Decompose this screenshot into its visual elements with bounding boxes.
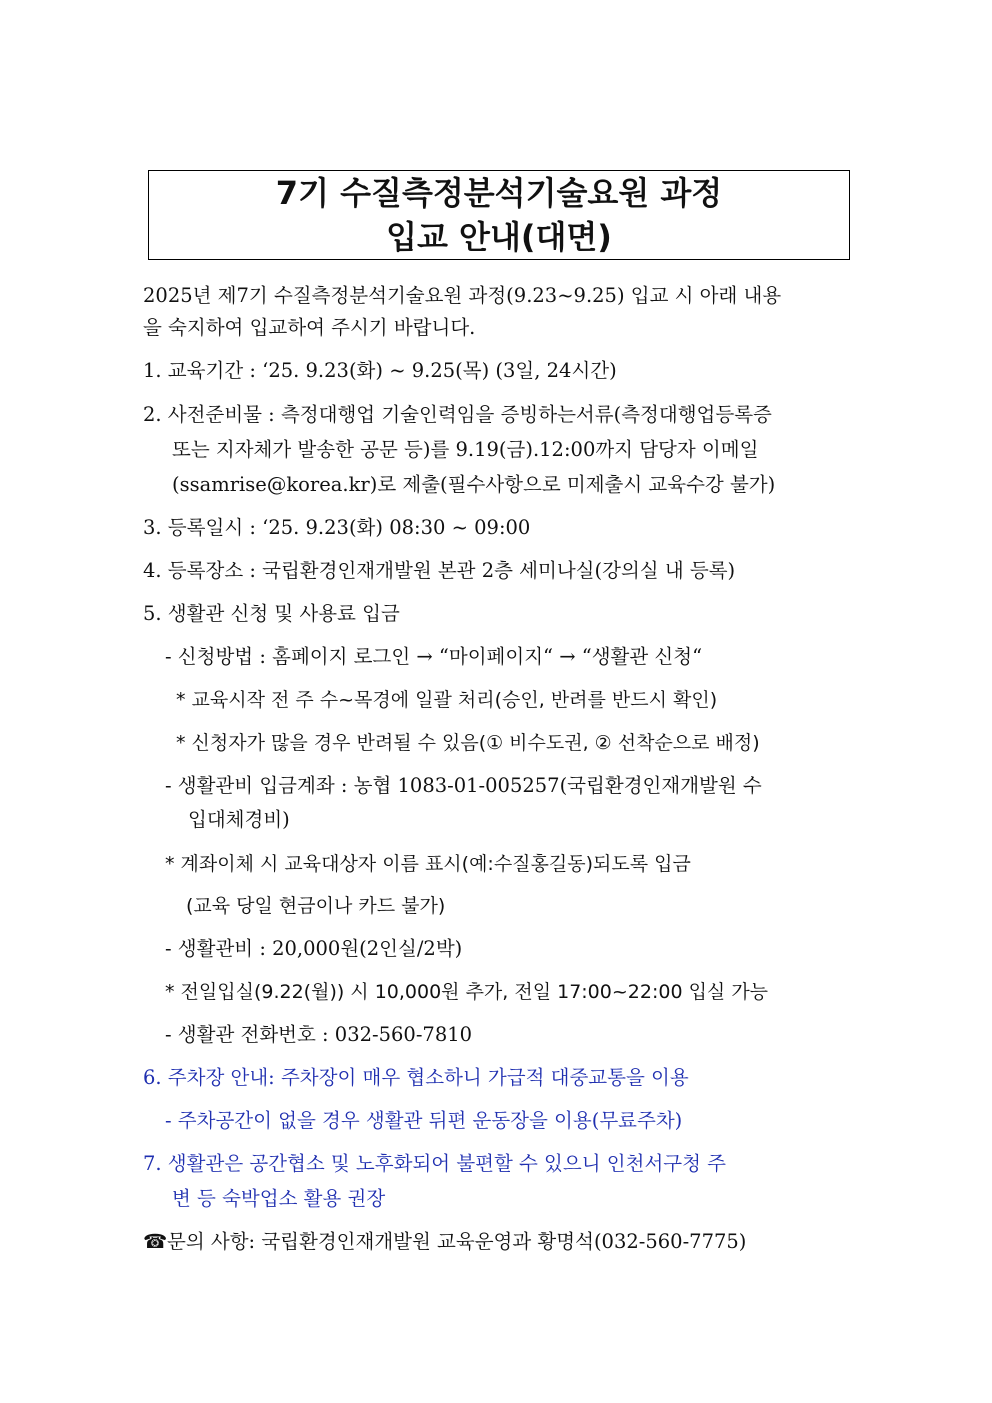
dorm-account-line2: 입대체경비) xyxy=(188,808,290,831)
item-prep-line1: 2. 사전준비물 : 측정대행업 기술인력임을 증빙하는서류(측정대행업등록증 xyxy=(143,403,772,426)
dorm-transfer-line2: (교육 당일 현금이나 카드 불가) xyxy=(186,895,446,917)
dorm-fee: - 생활관비 : 20,000원(2인실/2박) xyxy=(165,937,463,960)
phone-icon: ☎ xyxy=(143,1230,168,1253)
intro-line2: 을 숙지하여 입교하여 주시기 바랍니다. xyxy=(143,316,476,339)
item-lodging-line2: 변 등 숙박업소 활용 권장 xyxy=(172,1187,386,1210)
item-period: 1. 교육기간 : ‘25. 9.23(화) ~ 9.25(목) (3일, 24시간) xyxy=(143,359,617,382)
page-title-line1: 7기 수질측정분석기술요원 과정 xyxy=(275,174,723,212)
item-prep-line3: (ssamrise@korea.kr)로 제출(필수사항으로 미제출시 교육수강 불가) xyxy=(172,473,776,496)
parking-sub: - 주차공간이 없을 경우 생활관 뒤편 운동장을 이용(무료주차) xyxy=(165,1109,683,1132)
dorm-transfer-line1: * 계좌이체 시 교육대상자 이름 표시(예:수질홍길동)되도록 입금 xyxy=(165,853,691,875)
dorm-phone: - 생활관 전화번호 : 032-560-7810 xyxy=(165,1023,473,1046)
intro-line1: 2025년 제7기 수질측정분석기술요원 과정(9.23~9.25) 입교 시 아래 내용 xyxy=(143,284,782,307)
item-reg-place: 4. 등록장소 : 국립환경인재개발원 본관 2층 세미나실(강의실 내 등록) xyxy=(143,559,736,582)
dorm-note1: * 교육시작 전 주 수~목경에 일괄 처리(승인, 반려를 반드시 확인) xyxy=(176,689,718,711)
item-dorm: 5. 생활관 신청 및 사용료 입금 xyxy=(143,602,400,625)
title-box xyxy=(148,170,850,260)
item-parking: 6. 주차장 안내: 주차장이 매우 협소하니 가급적 대중교통을 이용 xyxy=(143,1066,689,1089)
item-lodging-line1: 7. 생활관은 공간협소 및 노후화되어 불편할 수 있으니 인천서구청 주 xyxy=(143,1152,726,1175)
item-prep-line2: 또는 지자체가 발송한 공문 등)를 9.19(금).12:00까지 담당자 이메일 xyxy=(172,438,759,461)
page-title-line2: 입교 안내(대면) xyxy=(386,218,612,256)
dorm-account-line1: - 생활관비 입금계좌 : 농협 1083-01-005257(국립환경인재개발원 수 xyxy=(165,774,762,797)
contact-line xyxy=(143,1229,746,1255)
dorm-note2: * 신청자가 많을 경우 반려될 수 있음(① 비수도권, ② 선착순으로 배정) xyxy=(176,732,760,754)
dorm-early-checkin: * 전일입실(9.22(월)) 시 10,000원 추가, 전일 17:00~22:00 입실 가능 xyxy=(165,981,769,1003)
contact-text: 문의 사항: 국립환경인재개발원 교육운영과 황명석(032-560-7775) xyxy=(167,1230,747,1253)
item-reg-time: 3. 등록일시 : ‘25. 9.23(화) 08:30 ~ 09:00 xyxy=(143,516,531,539)
dorm-method: - 신청방법 : 홈페이지 로그인 → “마이페이지“ → “생활관 신청“ xyxy=(165,645,703,668)
